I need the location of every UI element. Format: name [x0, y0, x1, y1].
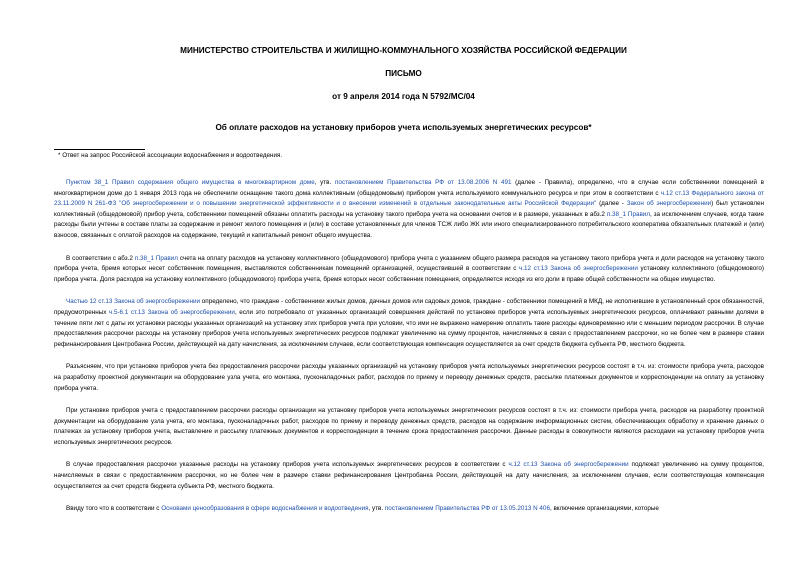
paragraph-3 [54, 297, 764, 350]
link-energy-law-5-6-1[interactable]: ч.5-6.1 ст.13 Закона об энергосбережении [108, 308, 235, 316]
link-rules-38-1-b[interactable]: п.38_1 Правил [606, 210, 650, 218]
link-resolution-491[interactable]: постановлением Правительства РФ от 13.08.2006 N 491 [334, 179, 512, 186]
text: определено, что граждане - собственники жилых домов, дачных домов или садовых домов, граждане - собственники помещений в МКД, не исполнившие в установленный срок обязанностей, предусмотренных [54, 298, 764, 316]
footnote-divider [54, 149, 145, 150]
text: (далее - Правила), определено, что в случае если собственники помещений в многоквартирном доме до 1 января 2013 года не обеспечили оснащение такого дома коллективным (общедомовым) прибором учета используемого коммунального ресурса и при этом в соответствии с [54, 179, 764, 197]
link-energy-law-12-13[interactable]: ч.12 ст.13 Закона об энергосбережении [518, 265, 638, 273]
text: , утв. [368, 505, 385, 513]
text: подлежат увеличению на сумму процентов, начисляемых в связи с предоставлением рассрочки, но не более чем в размере ставки рефинансирования Центробанка России, действующей на дату начисления, за исключением случаев, если соответствующая компенсация осуществляется за счет средств бюджета субъекта РФ, местного бюджета. [54, 461, 765, 490]
link-rules-38-1[interactable]: Пунктом 38_1 Правил содержания общего имущества в многоквартирном доме [66, 179, 315, 186]
link-resolution-406[interactable]: постановлением Правительства РФ от 13.05.2013 N 406 [384, 505, 550, 513]
link-energy-law-part12[interactable]: Частью 12 ст.13 Закона об энергосбережении [66, 298, 201, 306]
text: установку коллективного (общедомового) прибора учета. Доля расходов на установку коллективного (общедомового) прибора учета, бремя которых несет собственник помещения, определяется исходя из его доли в праве общей собственности на общее имущество. [54, 265, 764, 283]
text: , за исключением случаев, когда такие расходы были учтены в составе платы за содержание и ремонт жилого помещения и (или) в составе установленных для членов ТСЖ либо ЖК или иного специализированного потребительского кооператива обязательных платежей и (или) взносов, связанных с оплатой расходов на содержание, текущий и капитальный ремонт общего имущества. [54, 210, 765, 239]
paragraph-1 [54, 178, 764, 242]
text: , включение организациями, которые [549, 505, 659, 513]
document-body [54, 178, 764, 527]
document-title: Об оплате расходов на установку приборов учета используемых энергетических ресурсов* [215, 123, 592, 132]
paragraph-2 [54, 254, 764, 286]
document-number: от 9 апреля 2014 года N 5792/МС/04 [332, 92, 475, 101]
link-rules-38-1-c[interactable]: п.38_1 Правил [134, 254, 178, 262]
text: В соответствии с абз.2 [66, 254, 135, 262]
link-energy-law[interactable]: Закон об энергосбережении [626, 200, 712, 208]
link-law-261fz[interactable]: ч.12 ст.13 Федерального закона от 23.11.2009 N 261-ФЗ "Об энергосбережении и о повышении энергетической эффективности и о внесении изменений в отдельные законодательные акты Российской Федерации" [54, 189, 764, 208]
text: , если это потребовало от указанных организаций совершения действий по установке приборов учета используемых энергетических ресурсов, оплачивают равными долями в течение пяти лет с даты их установки расходы указанных организаций на установку этих приборов учета при условии, что ими не выражено намерение оплатить такие расходы единовременно или с меньшим периодом рассрочки. В случае предоставления рассрочки расходы на установку приборов учета используемых энергетических ресурсов подлежат увеличению на сумму процентов, начисляемых в связи с предоставлением рассрочки, но не более чем в размере ставки рефинансирования Центробанка России, действующей на дату начисления, за исключением случаев, если соответствующая компенсация осуществляется за счет средств бюджета субъекта РФ, местного бюджета. [54, 308, 764, 348]
paragraph-6 [54, 460, 764, 492]
text: Ввиду того что в соответствии с [66, 505, 162, 513]
link-energy-law-12-13-b[interactable]: ч.12 ст.13 Закона об энергосбережении [508, 461, 629, 469]
text: , утв. [314, 179, 335, 186]
text: (далее - [596, 200, 627, 208]
text: счета на оплату расходов на установку коллективного (общедомового) прибора учета с указанием общего размера расходов на установку такого прибора учета и доли расходов на установку такого прибора учета, бремя которых несет собственник помещения, выставляются собственникам помещений организацией, осуществившей в соответствии с [54, 254, 765, 273]
paragraph-5: При установке приборов учета с предоставлением рассрочки расходы организации на установку приборов учета используемых энергетических ресурсов состоят в т.ч. из: стоимости прибора учета, расходов на разработку проектной документации на оборудование узла учета, его монтажа, пусконаладочных работ, расходов по приему и переводу денежных средств, расходов на содержание информационных систем, обеспечивающих обработку и хранение данных о платежах за установку приборов учета, выставление и рассылку платежных документов и корреспонденции в течение срока предоставления рассрочки. Данные расходы в совокупности являются расходами на установку приборов учета используемых энергетических ресурсов. [54, 407, 764, 446]
footnote: * Ответ на запрос Российской ассоциации водоснабжения и водоотведения. [58, 152, 283, 159]
issuing-organization: МИНИСТЕРСТВО СТРОИТЕЛЬСТВА И ЖИЛИЩНО-КОММУНАЛЬНОГО ХОЗЯЙСТВА РОССИЙСКОЙ ФЕДЕРАЦИИ [180, 46, 627, 55]
paragraph-7 [54, 504, 764, 515]
link-pricing-basics[interactable]: Основами ценообразования в сфере водоснабжения и водоотведения [161, 505, 369, 513]
text: В случае предоставления рассрочки указанные расходы на установку приборов учета используемых энергетических ресурсов в соответствии с [66, 461, 509, 469]
text: ) был установлен коллективный (общедомовой) прибор учета, собственники помещений обязаны оплатить расходы на установку такого прибора учета на основании счетов и в размере, указанных в абз.2 [54, 200, 765, 218]
document-type: ПИСЬМО [385, 69, 422, 78]
paragraph-4: Разъясняем, что при установке приборов учета без предоставления рассрочки расходы указанных организаций на установку приборов учета используемых энергетических ресурсов состоят в т.ч. из: стоимости прибора учета, расходов на разработку проектной документации на оборудование узла учета, его монтажа, пусконаладочных работ, расходов по приему и переводу денежных средств, рассылке платежных документов и корреспонденции на оплату за установку прибора учета. [54, 363, 764, 392]
